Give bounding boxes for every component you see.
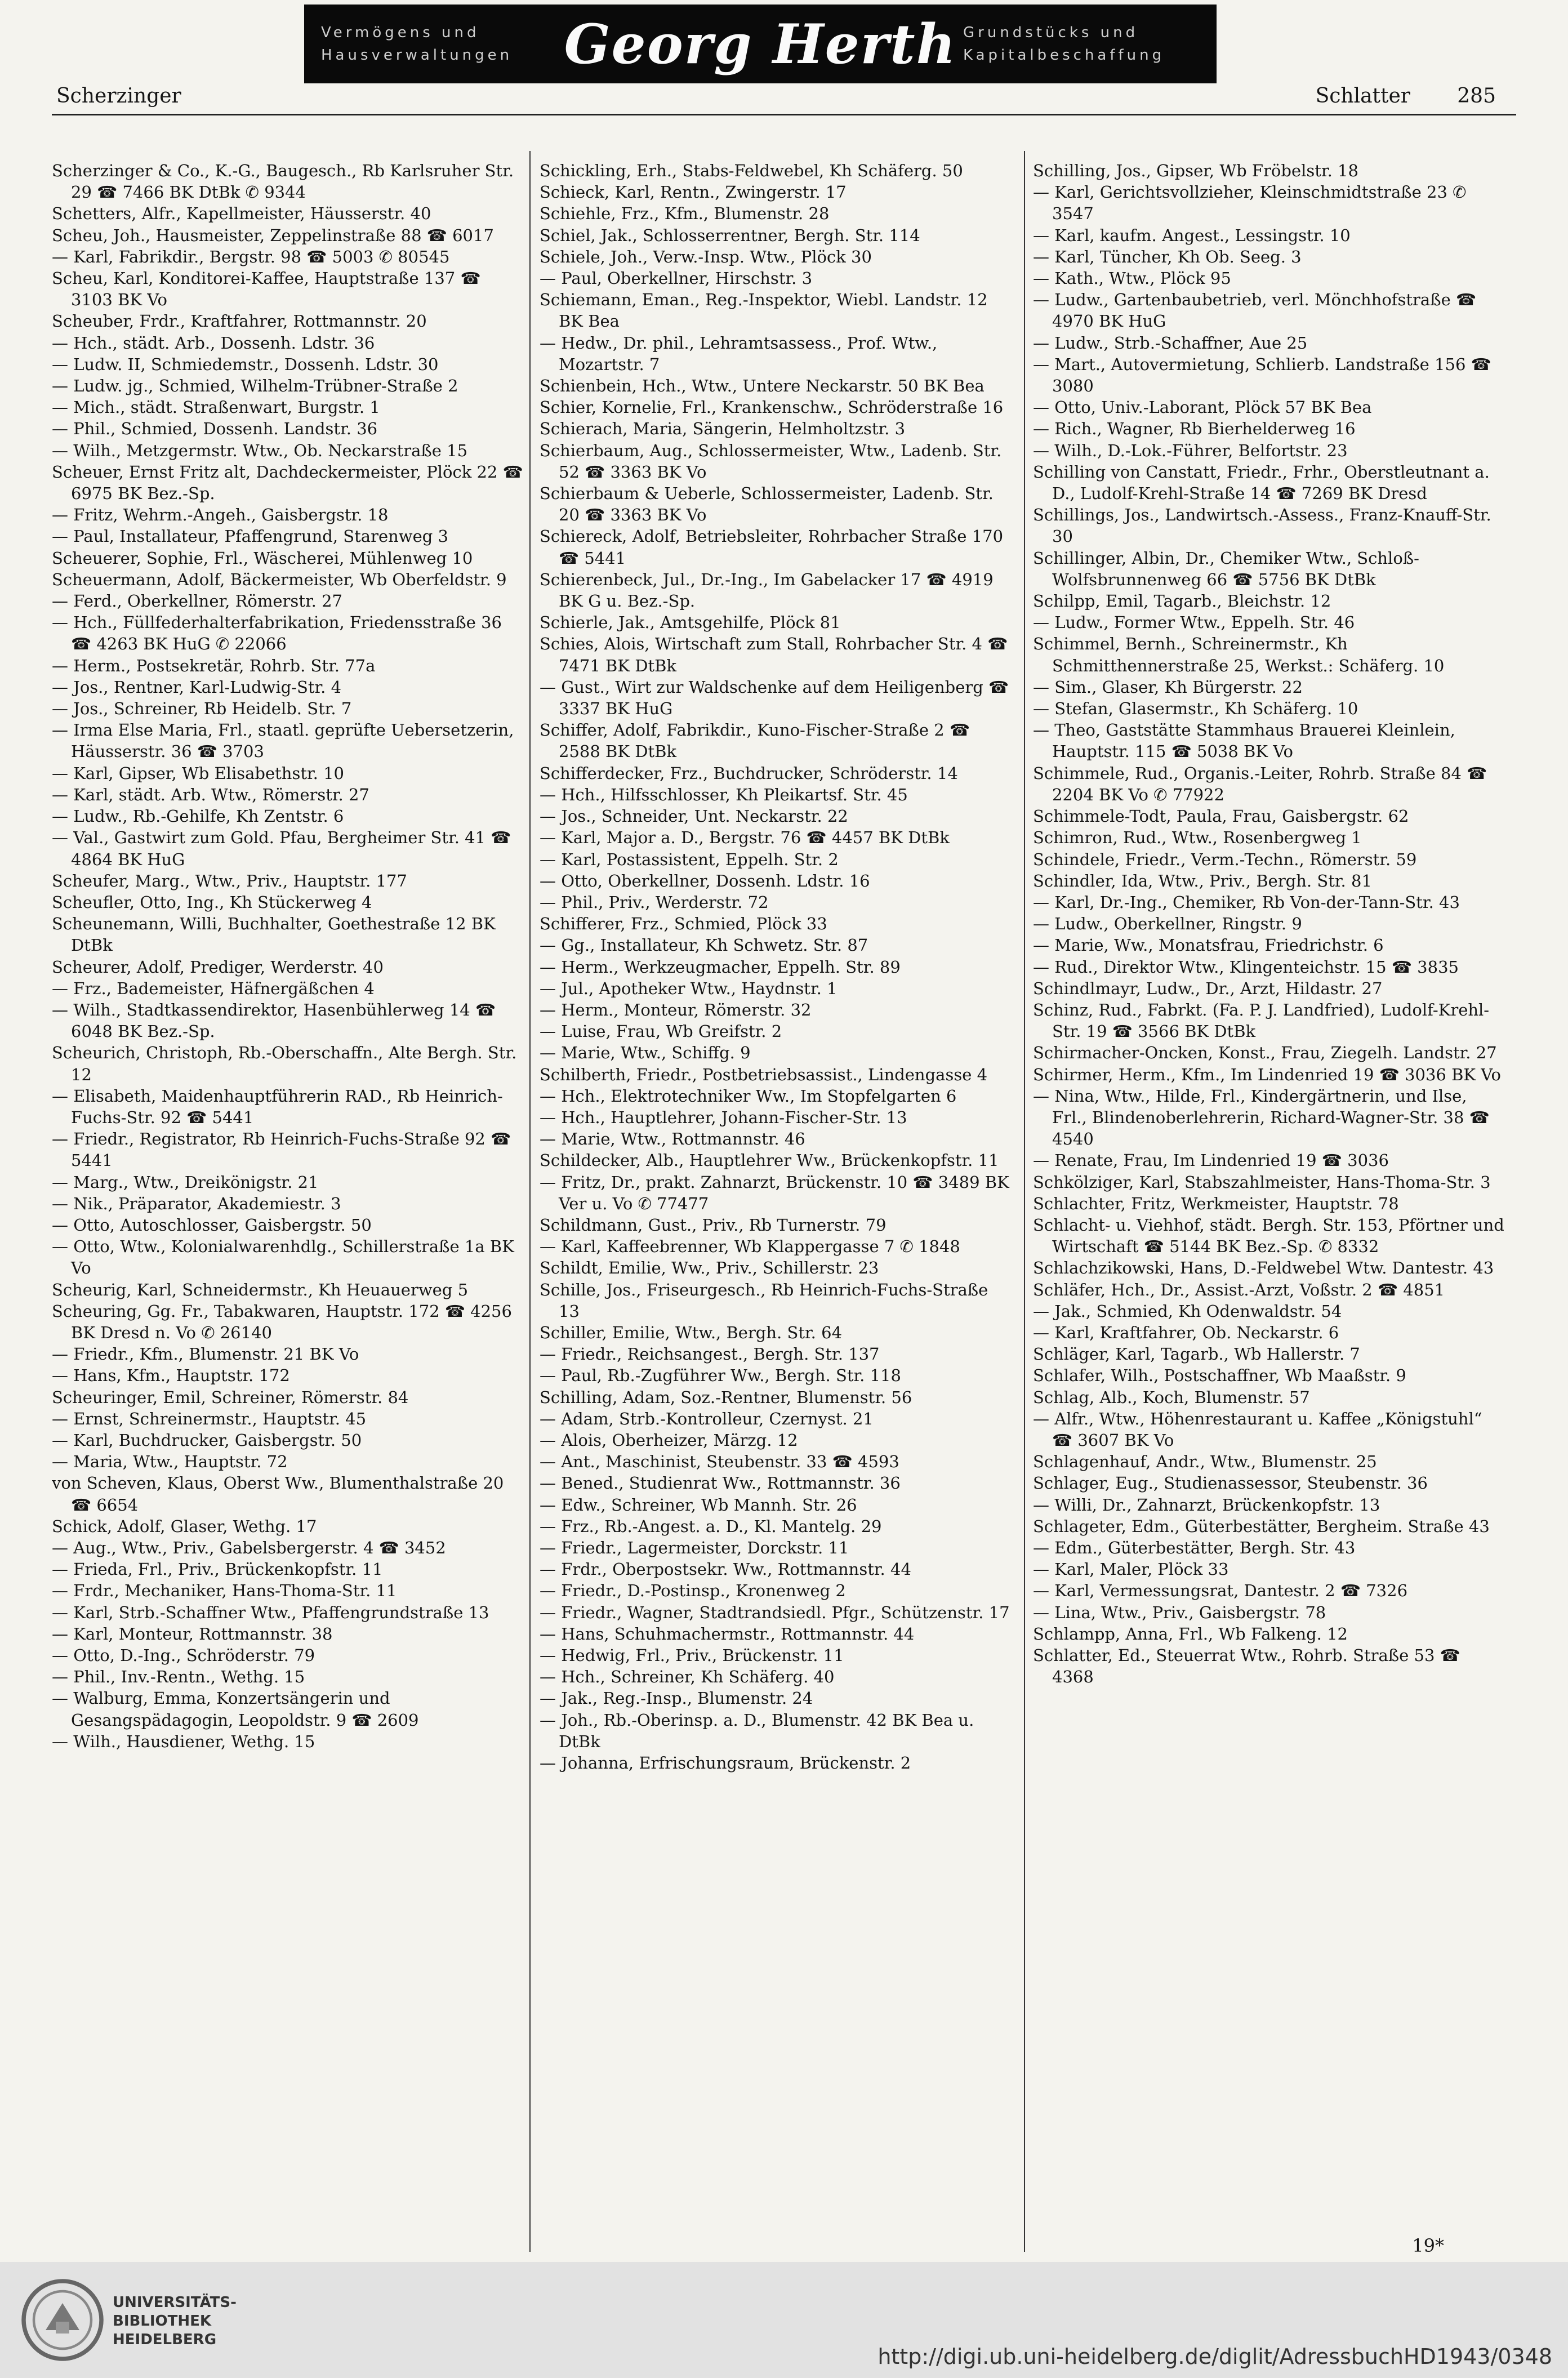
directory-entry: — Mich., städt. Straßenwart, Burgstr. 1 xyxy=(52,398,380,417)
directory-entry: — Hch., städt. Arb., Dossenh. Ldstr. 36 xyxy=(52,333,375,353)
directory-entry: — Gg., Installateur, Kh Schwetz. Str. 87 xyxy=(540,936,868,955)
directory-entry: — Friedr., Reichsangest., Bergh. Str. 137 xyxy=(540,1344,880,1364)
directory-entry: Schimron, Rud., Wtw., Rosenbergweg 1 xyxy=(1033,828,1362,848)
directory-entry: — Aug., Wtw., Priv., Gabelsbergerstr. 4 ☎ 3452 xyxy=(52,1538,446,1557)
directory-entry: Schierbaum, Aug., Schlossermeister, Wtw., Ladenb. Str. 52 ☎ 3363 BK Vo xyxy=(540,440,1002,482)
directory-entry: — Nina, Wtw., Hilde, Frl., Kindergärtnerin, und Ilse, Frl., Blindenoberlehrerin, Richard-Wagner-Str. 38 ☎ 4540 xyxy=(1033,1086,1490,1149)
header-rule xyxy=(52,114,1516,115)
directory-entry: — Karl, Strb.-Schaffner Wtw., Pfaffengrundstraße 13 xyxy=(52,1602,489,1622)
directory-entry: Scheurig, Karl, Schneidermstr., Kh Heuauerweg 5 xyxy=(52,1280,469,1299)
page-number: 285 xyxy=(1457,84,1496,108)
directory-entry: Schiele, Joh., Verw.-Insp. Wtw., Plöck 30 xyxy=(540,247,872,266)
directory-entry: Schindlmayr, Ludw., Dr., Arzt, Hildastr. 27 xyxy=(1033,978,1383,998)
directory-entry: — Hans, Kfm., Hauptstr. 172 xyxy=(52,1366,290,1386)
directory-entry: — Phil., Priv., Werderstr. 72 xyxy=(540,892,769,912)
directory-entry: Scheuring, Gg. Fr., Tabakwaren, Hauptstr. 172 ☎ 4256 BK Dresd n. Vo ✆ 26140 xyxy=(52,1301,512,1342)
directory-entry: — Willi, Dr., Zahnarzt, Brückenkopfstr. 13 xyxy=(1033,1495,1380,1515)
directory-entry: — Phil., Inv.-Rentn., Wethg. 15 xyxy=(52,1667,305,1687)
running-header xyxy=(0,84,1568,110)
directory-entry: Schilling, Jos., Gipser, Wb Fröbelstr. 18 xyxy=(1033,161,1358,180)
directory-entry: — Edw., Schreiner, Wb Mannh. Str. 26 xyxy=(540,1495,857,1515)
directory-entry: — Marie, Wtw., Rottmannstr. 46 xyxy=(540,1129,805,1149)
directory-column-3 xyxy=(1033,160,1506,2244)
directory-entry: — Frz., Bademeister, Häfnergäßchen 4 xyxy=(52,978,375,998)
directory-entry: Schinz, Rud., Fabrkt. (Fa. P. J. Landfried), Ludolf-Krehl-Str. 19 ☎ 3566 BK DtBk xyxy=(1033,1000,1490,1041)
directory-entry: Schildmann, Gust., Priv., Rb Turnerstr. 79 xyxy=(540,1215,887,1235)
directory-entry: Schlachter, Fritz, Werkmeister, Hauptstr. 78 xyxy=(1033,1194,1399,1213)
directory-entry: Schierle, Jak., Amtsgehilfe, Plöck 81 xyxy=(540,613,841,633)
directory-entry: — Karl, Monteur, Rottmannstr. 38 xyxy=(52,1624,333,1644)
directory-entry: — Johanna, Erfrischungsraum, Brückenstr. 2 xyxy=(540,1753,911,1773)
directory-column-2 xyxy=(540,160,1013,2244)
directory-entry: — Hch., Füllfederhalterfabrikation, Friedensstraße 36 ☎ 4263 BK HuG ✆ 22066 xyxy=(52,613,502,654)
directory-entry: Schiemann, Eman., Reg.-Inspektor, Wiebl. Landstr. 12 BK Bea xyxy=(540,290,988,331)
directory-entry: Schillinger, Albin, Dr., Chemiker Wtw., Schloß-Wolfsbrunnenweg 66 ☎ 5756 BK DtBk xyxy=(1033,548,1419,589)
directory-entry: — Edm., Güterbestätter, Bergh. Str. 43 xyxy=(1033,1538,1356,1557)
directory-entry: — Sim., Glaser, Kh Bürgerstr. 22 xyxy=(1033,677,1303,697)
directory-entry: Schimmele, Rud., Organis.-Leiter, Rohrb. Straße 84 ☎ 2204 BK Vo ✆ 77922 xyxy=(1033,763,1487,804)
ad-brand-name: Georg Herth xyxy=(564,12,957,76)
directory-entry: — Marie, Ww., Monatsfrau, Friedrichstr. 6 xyxy=(1033,936,1384,955)
directory-entry: — Karl, Kaffeebrenner, Wb Klappergasse 7 ✆ 1848 xyxy=(540,1237,960,1257)
directory-entry: Schieck, Karl, Rentn., Zwingerstr. 17 xyxy=(540,182,847,202)
directory-entry: — Hch., Hauptlehrer, Johann-Fischer-Str. 13 xyxy=(540,1107,907,1127)
directory-entry: Schlafer, Wilh., Postschaffner, Wb Maaßstr. 9 xyxy=(1033,1366,1406,1386)
directory-entry: — Lina, Wtw., Priv., Gaisbergstr. 78 xyxy=(1033,1602,1326,1622)
directory-entry: Scheuerer, Sophie, Frl., Wäscherei, Mühlenweg 10 xyxy=(52,548,473,568)
directory-entry: Schlageter, Edm., Güterbestätter, Bergheim. Straße 43 xyxy=(1033,1516,1490,1536)
directory-entry: — Karl, Kraftfahrer, Ob. Neckarstr. 6 xyxy=(1033,1322,1339,1342)
directory-entry: — Herm., Postsekretär, Rohrb. Str. 77a xyxy=(52,656,376,675)
directory-entry: Schierach, Maria, Sängerin, Helmholtzstr. 3 xyxy=(540,419,906,439)
directory-entry: — Kath., Wtw., Plöck 95 xyxy=(1033,269,1231,288)
directory-entry: Scherzinger & Co., K.-G., Baugesch., Rb Karlsruher Str. 29 ☎ 7466 BK DtBk ✆ 9344 xyxy=(52,161,514,202)
directory-entry: — Jos., Schreiner, Rb Heidelb. Str. 7 xyxy=(52,699,352,719)
directory-entry: Schiehle, Frz., Kfm., Blumenstr. 28 xyxy=(540,204,830,224)
column-divider xyxy=(1024,151,1025,2252)
directory-entry: — Karl, Buchdrucker, Gaisbergstr. 50 xyxy=(52,1430,362,1450)
directory-entry: Schildt, Emilie, Ww., Priv., Schillerstr. 23 xyxy=(540,1258,879,1278)
directory-entry: — Frdr., Oberpostsekr. Ww., Rottmannstr. 44 xyxy=(540,1560,911,1579)
directory-entry: Schick, Adolf, Glaser, Wethg. 17 xyxy=(52,1516,317,1536)
directory-entry: — Otto, Univ.-Laborant, Plöck 57 BK Bea xyxy=(1033,398,1372,417)
directory-entry: — Jak., Reg.-Insp., Blumenstr. 24 xyxy=(540,1689,813,1708)
directory-entry: — Bened., Studienrat Ww., Rottmannstr. 36 xyxy=(540,1473,901,1493)
directory-entry: — Hedwig, Frl., Priv., Brückenstr. 11 xyxy=(540,1646,844,1666)
directory-entry: — Karl, Major a. D., Bergstr. 76 ☎ 4457 BK DtBk xyxy=(540,828,950,848)
directory-entry: Schifferdecker, Frz., Buchdrucker, Schröderstr. 14 xyxy=(540,763,958,783)
directory-entry: Scheuringer, Emil, Schreiner, Römerstr. 84 xyxy=(52,1387,409,1407)
directory-entry: — Marg., Wtw., Dreikönigstr. 21 xyxy=(52,1172,319,1192)
directory-entry: Schilling, Adam, Soz.-Rentner, Blumenstr. 56 xyxy=(540,1387,912,1407)
directory-entry: — Joh., Rb.-Oberinsp. a. D., Blumenstr. 42 BK Bea u. DtBk xyxy=(540,1710,974,1751)
directory-entry: von Scheven, Klaus, Oberst Ww., Blumenthalstraße 20 ☎ 6654 xyxy=(52,1473,504,1515)
directory-entry: — Ludw., Former Wtw., Eppelh. Str. 46 xyxy=(1033,613,1355,633)
directory-entry: — Wilh., Stadtkassendirektor, Hasenbühlerweg 14 ☎ 6048 BK Bez.-Sp. xyxy=(52,1000,496,1041)
directory-entry: — Karl, Gerichtsvollzieher, Kleinschmidtstraße 23 ✆ 3547 xyxy=(1033,182,1467,224)
directory-entry: — Hans, Schuhmachermstr., Rottmannstr. 44 xyxy=(540,1624,915,1644)
directory-entry: Schlacht- u. Viehhof, städt. Bergh. Str. 153, Pförtner und Wirtschaft ☎ 5144 BK Bez.-Sp. ✆ 8332 xyxy=(1033,1215,1504,1257)
directory-entry: — Wilh., Metzgermstr. Wtw., Ob. Neckarstraße 15 xyxy=(52,440,468,460)
directory-entry: Schier, Kornelie, Frl., Krankenschw., Schröderstraße 16 xyxy=(540,398,1004,417)
directory-entry: — Karl, Gipser, Wb Elisabethstr. 10 xyxy=(52,763,344,783)
directory-entry: Schiller, Emilie, Wtw., Bergh. Str. 64 xyxy=(540,1322,843,1342)
header-last-name: Schlatter xyxy=(1315,84,1410,108)
directory-entry: Schildecker, Alb., Hauptlehrer Ww., Brückenkopfstr. 11 xyxy=(540,1151,999,1170)
directory-entry: Schirmacher-Oncken, Konst., Frau, Ziegelh. Landstr. 27 xyxy=(1033,1043,1497,1063)
directory-entry: — Ludw., Rb.-Gehilfe, Kh Zentstr. 6 xyxy=(52,807,344,826)
directory-entry: — Hch., Hilfsschlosser, Kh Pleikartsf. Str. 45 xyxy=(540,785,908,804)
directory-entry: — Ludw., Strb.-Schaffner, Aue 25 xyxy=(1033,333,1308,353)
directory-entry: Schilpp, Emil, Tagarb., Bleichstr. 12 xyxy=(1033,591,1331,611)
directory-entry: Schifferer, Frz., Schmied, Plöck 33 xyxy=(540,914,827,934)
directory-entry: — Paul, Installateur, Pfaffengrund, Starenweg 3 xyxy=(52,527,449,546)
directory-entry: — Irma Else Maria, Frl., staatl. geprüfte Uebersetzerin, Häusserstr. 36 ☎ 3703 xyxy=(52,720,514,762)
directory-entry: Schienbein, Hch., Wtw., Untere Neckarstr. 50 BK Bea xyxy=(540,376,985,396)
directory-entry: — Ernst, Schreinermstr., Hauptstr. 45 xyxy=(52,1409,367,1428)
directory-entry: Schille, Jos., Friseurgesch., Rb Heinrich-Fuchs-Straße 13 xyxy=(540,1280,988,1321)
directory-entry: Schirmer, Herm., Kfm., Im Lindenried 19 ☎ 3036 BK Vo xyxy=(1033,1065,1502,1084)
directory-entry: — Rich., Wagner, Rb Bierhelderweg 16 xyxy=(1033,419,1356,439)
directory-entry: — Walburg, Emma, Konzertsängerin und Gesangspädagogin, Leopoldstr. 9 ☎ 2609 xyxy=(52,1689,419,1730)
directory-entry: Schlager, Eug., Studienassessor, Steubenstr. 36 xyxy=(1033,1473,1428,1493)
directory-entry: Schickling, Erh., Stabs-Feldwebel, Kh Schäferg. 50 xyxy=(540,161,963,180)
directory-entry: Scheuermann, Adolf, Bäckermeister, Wb Oberfeldstr. 9 xyxy=(52,569,507,589)
directory-entry: — Maria, Wtw., Hauptstr. 72 xyxy=(52,1452,288,1472)
directory-entry: — Adam, Strb.-Kontrolleur, Czernyst. 21 xyxy=(540,1409,874,1428)
directory-entry: — Stefan, Glasermstr., Kh Schäferg. 10 xyxy=(1033,699,1358,719)
directory-entry: Schkölziger, Karl, Stabszahlmeister, Hans-Thoma-Str. 3 xyxy=(1033,1172,1491,1192)
directory-entry: — Karl, Postassistent, Eppelh. Str. 2 xyxy=(540,849,839,869)
directory-entry: Schierbaum & Ueberle, Schlossermeister, Ladenb. Str. 20 ☎ 3363 BK Vo xyxy=(540,484,994,525)
directory-entry: — Friedr., Lagermeister, Dorckstr. 11 xyxy=(540,1538,849,1557)
directory-entry: — Ludw. II, Schmiedemstr., Dossenh. Ldstr. 30 xyxy=(52,354,439,374)
directory-entry: Schlagenhauf, Andr., Wtw., Blumenstr. 25 xyxy=(1033,1452,1377,1472)
directory-entry: — Hch., Schreiner, Kh Schäferg. 40 xyxy=(540,1667,835,1687)
directory-entry: Scheu, Joh., Hausmeister, Zeppelinstraße 88 ☎ 6017 xyxy=(52,225,494,245)
header-first-name: Scherzinger xyxy=(56,84,181,108)
directory-entry: — Fritz, Dr., prakt. Zahnarzt, Brückenstr. 10 ☎ 3489 BK Ver u. Vo ✆ 77477 xyxy=(540,1172,1009,1213)
directory-entry: — Karl, kaufm. Angest., Lessingstr. 10 xyxy=(1033,225,1351,245)
directory-entry: — Friedr., D.-Postinsp., Kronenweg 2 xyxy=(540,1581,846,1601)
directory-entry: — Frieda, Frl., Priv., Brückenkopfstr. 11 xyxy=(52,1560,383,1579)
directory-entry: — Ferd., Oberkellner, Römerstr. 27 xyxy=(52,591,342,611)
directory-entry: — Jos., Schneider, Unt. Neckarstr. 22 xyxy=(540,807,848,826)
ad-left-text: Vermögens und Hausverwaltungen xyxy=(321,24,513,64)
directory-entry: — Alfr., Wtw., Höhenrestaurant u. Kaffee „Königstuhl“ ☎ 3607 BK Vo xyxy=(1033,1409,1482,1450)
directory-entry: Schiel, Jak., Schlosserrentner, Bergh. Str. 114 xyxy=(540,225,920,245)
directory-entry: — Nik., Präparator, Akademiestr. 3 xyxy=(52,1194,341,1213)
directory-entry: Scheufer, Marg., Wtw., Priv., Hauptstr. 177 xyxy=(52,871,407,890)
directory-entry: Schlampp, Anna, Frl., Wb Falkeng. 12 xyxy=(1033,1624,1348,1644)
directory-entry: Schläfer, Hch., Dr., Assist.-Arzt, Voßstr. 2 ☎ 4851 xyxy=(1033,1280,1445,1299)
directory-entry: Schiffer, Adolf, Fabrikdir., Kuno-Fischer-Straße 2 ☎ 2588 BK DtBk xyxy=(540,720,970,762)
directory-entry: — Karl, Maler, Plöck 33 xyxy=(1033,1560,1229,1579)
directory-entry: — Paul, Rb.-Zugführer Ww., Bergh. Str. 118 xyxy=(540,1366,901,1386)
library-footer xyxy=(0,2262,1568,2378)
column-divider xyxy=(529,151,531,2252)
directory-entry: Schetters, Alfr., Kapellmeister, Häusserstr. 40 xyxy=(52,204,431,224)
directory-entry: Scheuber, Frdr., Kraftfahrer, Rottmannstr. 20 xyxy=(52,311,427,331)
directory-entry: Schlag, Alb., Koch, Blumenstr. 57 xyxy=(1033,1387,1310,1407)
directory-entry: — Gust., Wirt zur Waldschenke auf dem Heiligenberg ☎ 3337 BK HuG xyxy=(540,677,1009,719)
directory-entry: — Friedr., Registrator, Rb Heinrich-Fuchs-Straße 92 ☎ 5441 xyxy=(52,1129,511,1170)
directory-entry: — Alois, Oberheizer, Märzg. 12 xyxy=(540,1430,798,1450)
directory-entry: — Karl, Fabrikdir., Bergstr. 98 ☎ 5003 ✆ 80545 xyxy=(52,247,450,266)
directory-entry: — Ludw., Gartenbaubetrieb, verl. Mönchhofstraße ☎ 4970 BK HuG xyxy=(1033,290,1477,331)
directory-entry: — Wilh., Hausdiener, Wethg. 15 xyxy=(52,1731,315,1751)
directory-entry: Schilling von Canstatt, Friedr., Frhr., Oberstleutnant a. D., Ludolf-Krehl-Straße 14 ☎ 7269 BK Dresd xyxy=(1033,462,1490,504)
directory-entry: Schimmele-Todt, Paula, Frau, Gaisbergstr. 62 xyxy=(1033,807,1409,826)
directory-entry: Schlatter, Ed., Steuerrat Wtw., Rohrb. Straße 53 ☎ 4368 xyxy=(1033,1646,1460,1687)
directory-entry: — Ant., Maschinist, Steubenstr. 33 ☎ 4593 xyxy=(540,1452,899,1472)
directory-entry: Schlachzikowski, Hans, D.-Feldwebel Wtw. Dantestr. 43 xyxy=(1033,1258,1494,1278)
directory-entry: Schillings, Jos., Landwirtsch.-Assess., Franz-Knauff-Str. 30 xyxy=(1033,505,1491,546)
directory-entry: — Karl, Vermessungsrat, Dantestr. 2 ☎ 7326 xyxy=(1033,1581,1408,1601)
directory-entry: — Otto, Autoschlosser, Gaisbergstr. 50 xyxy=(52,1215,372,1235)
directory-entry: — Hedw., Dr. phil., Lehramtsassess., Prof. Wtw., Mozartstr. 7 xyxy=(540,333,938,374)
directory-column-1 xyxy=(52,160,525,2244)
university-seal-icon xyxy=(20,2278,105,2362)
directory-entry: — Rud., Direktor Wtw., Klingenteichstr. 15 ☎ 3835 xyxy=(1033,957,1459,977)
directory-entry: — Fritz, Wehrm.-Angeh., Gaisbergstr. 18 xyxy=(52,505,389,525)
directory-entry: Schilberth, Friedr., Postbetriebsassist., Lindengasse 4 xyxy=(540,1065,988,1084)
directory-entry: — Otto, Oberkellner, Dossenh. Ldstr. 16 xyxy=(540,871,870,890)
directory-entry: Schindler, Ida, Wtw., Priv., Bergh. Str. 81 xyxy=(1033,871,1372,890)
directory-entry: Schies, Alois, Wirtschaft zum Stall, Rohrbacher Str. 4 ☎ 7471 BK DtBk xyxy=(540,634,1008,675)
directory-entry: — Jos., Rentner, Karl-Ludwig-Str. 4 xyxy=(52,677,342,697)
directory-entry: — Ludw. jg., Schmied, Wilhelm-Trübner-Straße 2 xyxy=(52,376,458,396)
directory-entry: Scheunemann, Willi, Buchhalter, Goethestraße 12 BK DtBk xyxy=(52,914,496,955)
directory-entry: — Paul, Oberkellner, Hirschstr. 3 xyxy=(540,269,813,288)
directory-entry: — Renate, Frau, Im Lindenried 19 ☎ 3036 xyxy=(1033,1151,1389,1170)
directory-entry: — Jul., Apotheker Wtw., Haydnstr. 1 xyxy=(540,978,838,998)
directory-entry: — Karl, städt. Arb. Wtw., Römerstr. 27 xyxy=(52,785,369,804)
directory-entry: Schiereck, Adolf, Betriebsleiter, Rohrbacher Straße 170 ☎ 5441 xyxy=(540,527,1004,568)
directory-entry: Scheufler, Otto, Ing., Kh Stückerweg 4 xyxy=(52,892,372,912)
directory-entry: Schimmel, Bernh., Schreinermstr., Kh Schmitthennerstraße 25, Werkst.: Schäferg. 10 xyxy=(1033,634,1445,675)
directory-entry: — Marie, Wtw., Schiffg. 9 xyxy=(540,1043,751,1063)
directory-entry: — Otto, Wtw., Kolonialwarenhdlg., Schillerstraße 1a BK Vo xyxy=(52,1237,514,1278)
directory-entry: — Friedr., Wagner, Stadtrandsiedl. Pfgr., Schützenstr. 17 xyxy=(540,1602,1010,1622)
directory-entry: — Luise, Frau, Wb Greifstr. 2 xyxy=(540,1022,782,1041)
directory-entry: Scheu, Karl, Konditorei-Kaffee, Hauptstraße 137 ☎ 3103 BK Vo xyxy=(52,269,481,310)
directory-entry: — Friedr., Kfm., Blumenstr. 21 BK Vo xyxy=(52,1344,359,1364)
library-name: UNIVERSITÄTS- BIBLIOTHEK HEIDELBERG xyxy=(113,2294,237,2348)
directory-entry: — Otto, D.-Ing., Schröderstr. 79 xyxy=(52,1646,315,1666)
ad-right-text: Grundstücks und Kapitalbeschaffung xyxy=(963,24,1165,64)
directory-entry: — Jak., Schmied, Kh Odenwaldstr. 54 xyxy=(1033,1301,1342,1321)
directory-entry: — Ludw., Oberkellner, Ringstr. 9 xyxy=(1033,914,1302,934)
signature-mark: 19* xyxy=(1412,2235,1444,2256)
directory-entry: Schläger, Karl, Tagarb., Wb Hallerstr. 7 xyxy=(1033,1344,1360,1364)
source-url-link[interactable]: http://digi.ub.uni-heidelberg.de/diglit/AdressbuchHD1943/0348 xyxy=(877,2344,1552,2369)
directory-entry: Schindele, Friedr., Verm.-Techn., Römerstr. 59 xyxy=(1033,849,1417,869)
directory-entry: — Mart., Autovermietung, Schlierb. Landstraße 156 ☎ 3080 xyxy=(1033,354,1491,396)
directory-entry: — Elisabeth, Maidenhauptführerin RAD., Rb Heinrich-Fuchs-Str. 92 ☎ 5441 xyxy=(52,1086,503,1127)
directory-entry: Scheurer, Adolf, Prediger, Werderstr. 40 xyxy=(52,957,384,977)
directory-entry: — Theo, Gaststätte Stammhaus Brauerei Kleinlein, Hauptstr. 115 ☎ 5038 BK Vo xyxy=(1033,720,1455,762)
directory-entry: — Val., Gastwirt zum Gold. Pfau, Bergheimer Str. 41 ☎ 4864 BK HuG xyxy=(52,828,511,869)
directory-entry: — Karl, Tüncher, Kh Ob. Seeg. 3 xyxy=(1033,247,1302,266)
directory-entry: — Frdr., Mechaniker, Hans-Thoma-Str. 11 xyxy=(52,1581,397,1601)
directory-entry: — Herm., Monteur, Römerstr. 32 xyxy=(540,1000,812,1019)
advertisement-banner xyxy=(304,5,1217,83)
directory-entry: Scheurich, Christoph, Rb.-Oberschaffn., Alte Bergh. Str. 12 xyxy=(52,1043,517,1084)
directory-entry: Scheuer, Ernst Fritz alt, Dachdeckermeister, Plöck 22 ☎ 6975 BK Bez.-Sp. xyxy=(52,462,523,504)
directory-entry: — Wilh., D.-Lok.-Führer, Belfortstr. 23 xyxy=(1033,440,1348,460)
directory-entry: — Phil., Schmied, Dossenh. Landstr. 36 xyxy=(52,419,378,439)
directory-entry: — Frz., Rb.-Angest. a. D., Kl. Mantelg. 29 xyxy=(540,1516,882,1536)
directory-entry: Schierenbeck, Jul., Dr.-Ing., Im Gabelacker 17 ☎ 4919 BK G u. Bez.-Sp. xyxy=(540,569,994,611)
directory-entry: — Herm., Werkzeugmacher, Eppelh. Str. 89 xyxy=(540,957,901,977)
directory-entry: — Karl, Dr.-Ing., Chemiker, Rb Von-der-Tann-Str. 43 xyxy=(1033,892,1460,912)
directory-entry: — Hch., Elektrotechniker Ww., Im Stopfelgarten 6 xyxy=(540,1086,957,1106)
